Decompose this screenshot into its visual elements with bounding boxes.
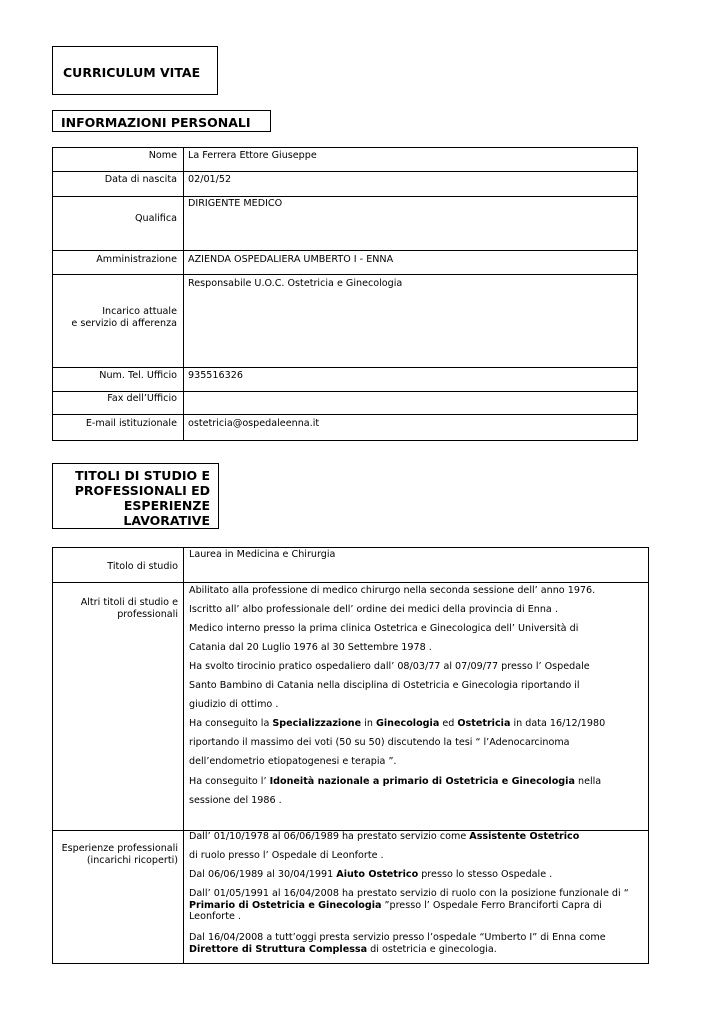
esperienza-line: Dall’ 01/10/1978 al 06/06/1989 ha prestato servizio come Assistente Ostetrico — [189, 831, 580, 842]
nascita-value: 02/01/52 — [188, 174, 232, 185]
esperienze-label: Esperienze professionali (incarichi ricoperti) — [61, 843, 178, 866]
primario-bold: Primario di Ostetricia e Ginecologia — [189, 899, 382, 911]
column-divider — [183, 548, 184, 963]
altri-line: Medico interno presso la prima clinica Ostetrica e Ginecologica dell’ Università di — [189, 623, 579, 634]
row-divider — [53, 274, 637, 275]
altri-line: riportando il massimo dei voti (50 su 50) discutendo la tesi “ l’Adenocarcinoma — [189, 737, 570, 748]
ostetricia-bold: Ostetricia — [457, 718, 511, 729]
aiuto-bold: Aiuto Ostetrico — [336, 869, 419, 880]
cv-title-box — [52, 46, 218, 95]
qualifica-value: DIRIGENTE MEDICO — [188, 198, 283, 209]
incarico-label: Incarico attuale — [102, 306, 177, 317]
idoneita-line: Ha conseguito l’ Idoneità nazionale a primario di Ostetricia e Ginecologia nella — [189, 776, 602, 787]
titoli-heading-line: LAVORATIVE — [123, 513, 210, 528]
nome-label: Nome — [148, 150, 177, 161]
titolo-value: Laurea in Medicina e Chirurgia — [189, 549, 336, 560]
titoli-heading-line: TITOLI DI STUDIO E — [75, 468, 210, 483]
esperienza-paragraph: Dal 16/04/2008 a tutt’oggi presta servizio presso l’ospedale “Umberto I” di Enna come Direttore di Struttura Complessa di ostetricia e ginecologia. — [189, 932, 606, 955]
row-divider — [53, 196, 637, 197]
nascita-label: Data di nascita — [104, 174, 177, 185]
ginecologia-bold: Ginecologia — [376, 718, 440, 729]
altri-line: dell’endometrio etiopatogenesi e terapia ”. — [189, 756, 397, 767]
titoli-heading-line: PROFESSIONALI ED — [74, 483, 210, 498]
specializzazione-line: Ha conseguito la Specializzazione in Ginecologia ed Ostetricia in data 16/12/1980 — [189, 718, 606, 729]
cv-title: CURRICULUM VITAE — [63, 65, 201, 80]
altri-line: Ha svolto tirocinio pratico ospedaliero dall’ 08/03/77 al 07/09/77 presso l’ Ospedale — [189, 661, 590, 672]
esperienza-line: di ruolo presso l’ Ospedale di Leonforte . — [189, 850, 384, 861]
email-label: E-mail istituzionale — [85, 418, 177, 429]
esperienza-paragraph: Dall’ 01/05/1991 al 16/04/2008 ha prestato servizio di ruolo con la posizione funzionale di “ Primario di Ostetricia e Ginecologia ”presso l’ Ospedale Ferro Branciforti Capra di Leonforte . — [189, 888, 629, 922]
titoli-heading-box — [52, 463, 219, 529]
row-divider — [53, 250, 637, 251]
fax-label: Fax dell’Ufficio — [107, 393, 177, 404]
altri-line: Iscritto all’ albo professionale dell’ ordine dei medici della provincia di Enna . — [189, 604, 558, 615]
altri-line: sessione del 1986 . — [189, 795, 282, 806]
titoli-heading-line: ESPERIENZE — [123, 498, 210, 513]
incarico-value: Responsabile U.O.C. Ostetricia e Ginecologia — [188, 278, 403, 289]
nome-value: La Ferrera Ettore Giuseppe — [188, 150, 317, 161]
altri-line: Catania dal 20 Luglio 1976 al 30 Settembre 1978 . — [189, 642, 432, 653]
row-divider — [53, 367, 637, 368]
amministrazione-label: Amministrazione — [96, 254, 177, 265]
column-divider — [183, 148, 184, 440]
tel-label: Num. Tel. Ufficio — [99, 370, 177, 381]
qualifica-label: Qualifica — [134, 213, 177, 224]
email-value: ostetricia@ospedaleenna.it — [188, 418, 320, 429]
studies-experience-table — [52, 547, 649, 964]
row-divider — [53, 171, 637, 172]
altri-line: giudizio di ottimo . — [189, 699, 279, 710]
amministrazione-value: AZIENDA OSPEDALIERA UMBERTO I - ENNA — [188, 254, 394, 265]
personal-info-heading: INFORMAZIONI PERSONALI — [61, 115, 251, 130]
row-divider — [53, 391, 637, 392]
row-divider — [53, 414, 637, 415]
direttore-bold: Direttore di Struttura Complessa — [189, 943, 368, 955]
row-divider — [53, 582, 648, 583]
personal-info-table — [52, 147, 638, 441]
altri-label: Altri titoli di studio e professionali — [80, 597, 178, 620]
tel-value: 935516326 — [188, 370, 243, 381]
titolo-label: Titolo di studio — [107, 561, 178, 572]
personal-info-heading-box — [52, 110, 271, 132]
idoneita-bold: Idoneità nazionale a primario di Ostetricia e Ginecologia — [269, 776, 575, 787]
esperienza-line: Dal 06/06/1989 al 30/04/1991 Aiuto Ostetrico presso lo stesso Ospedale . — [189, 869, 553, 880]
assistente-bold: Assistente Ostetrico — [469, 831, 580, 842]
altri-line: Abilitato alla professione di medico chirurgo nella seconda sessione dell’ anno 1976. — [189, 585, 596, 596]
altri-line: Santo Bambino di Catania nella disciplina di Ostetricia e Ginecologia riportando il — [189, 680, 580, 691]
incarico-label-2: e servizio di afferenza — [71, 318, 177, 329]
specializzazione-bold: Specializzazione — [272, 718, 362, 729]
